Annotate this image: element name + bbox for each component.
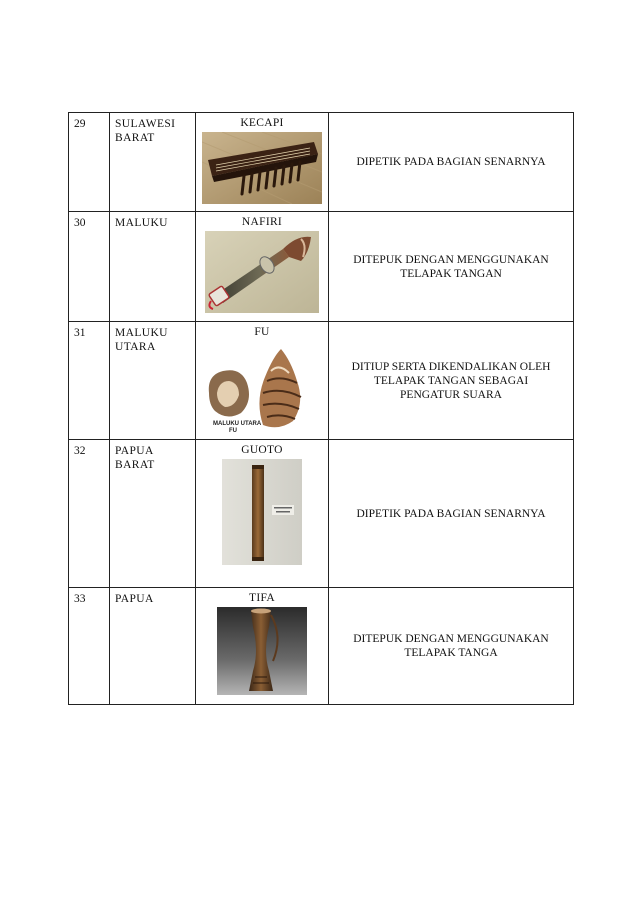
image-caption-line: FU [229, 428, 237, 434]
instrument-table [68, 112, 574, 705]
province-name: MALUKU [115, 217, 168, 229]
instrument-cell [196, 588, 329, 705]
nafiri-horn-icon [205, 231, 319, 313]
description-cell [329, 113, 574, 212]
row-number: 31 [69, 322, 110, 440]
description-cell [329, 322, 574, 440]
table-row [69, 212, 574, 322]
province-name: MALUKU UTARA [115, 327, 168, 353]
description-cell [329, 440, 574, 588]
kecapi-zither-icon [202, 132, 322, 204]
table-row [69, 440, 574, 588]
table-row [69, 113, 574, 212]
instrument-name: GUOTO [241, 444, 283, 456]
instrument-name: NAFIRI [241, 216, 283, 228]
province-name: SULAWESI BARAT [115, 118, 176, 144]
row-number: 30 [69, 212, 110, 322]
instrument-name: FU [254, 326, 270, 338]
instrument-cell [196, 322, 329, 440]
instrument-cell [196, 212, 329, 322]
province-cell [110, 440, 196, 588]
description-text: DIPETIK PADA BAGIAN SENARNYA [356, 507, 546, 520]
province-name: PAPUA BARAT [115, 445, 155, 471]
province-name: PAPUA [115, 593, 154, 605]
instrument-cell [196, 113, 329, 212]
table-row [69, 322, 574, 440]
province-cell [110, 212, 196, 322]
guoto-tube-icon [222, 459, 302, 565]
province-cell [110, 113, 196, 212]
row-number: 33 [69, 588, 110, 705]
description-cell [329, 588, 574, 705]
description-text: DIPETIK PADA BAGIAN SENARNYA [356, 156, 546, 168]
description-text: DITEPUK DENGAN MENGGUNAKAN TELAPAK TANGAN [353, 253, 549, 280]
instrument-name: KECAPI [240, 117, 284, 129]
description-text: DITIUP SERTA DIKENDALIKAN OLEH TELAPAK TANGAN SEBAGAI PENGATUR SUARA [351, 360, 551, 401]
tifa-drum-icon [217, 607, 307, 695]
description-cell [329, 212, 574, 322]
instrument-cell [196, 440, 329, 588]
image-caption-line: MALUKU UTARA [213, 421, 261, 427]
instrument-name: TIFA [249, 592, 275, 604]
province-cell [110, 322, 196, 440]
province-cell [110, 588, 196, 705]
row-number: 29 [69, 113, 110, 212]
table-row [69, 588, 574, 705]
description-text: DITEPUK DENGAN MENGGUNAKAN TELAPAK TANGA [353, 633, 549, 659]
row-number: 32 [69, 440, 110, 588]
fu-conch-shell-icon [201, 341, 323, 435]
